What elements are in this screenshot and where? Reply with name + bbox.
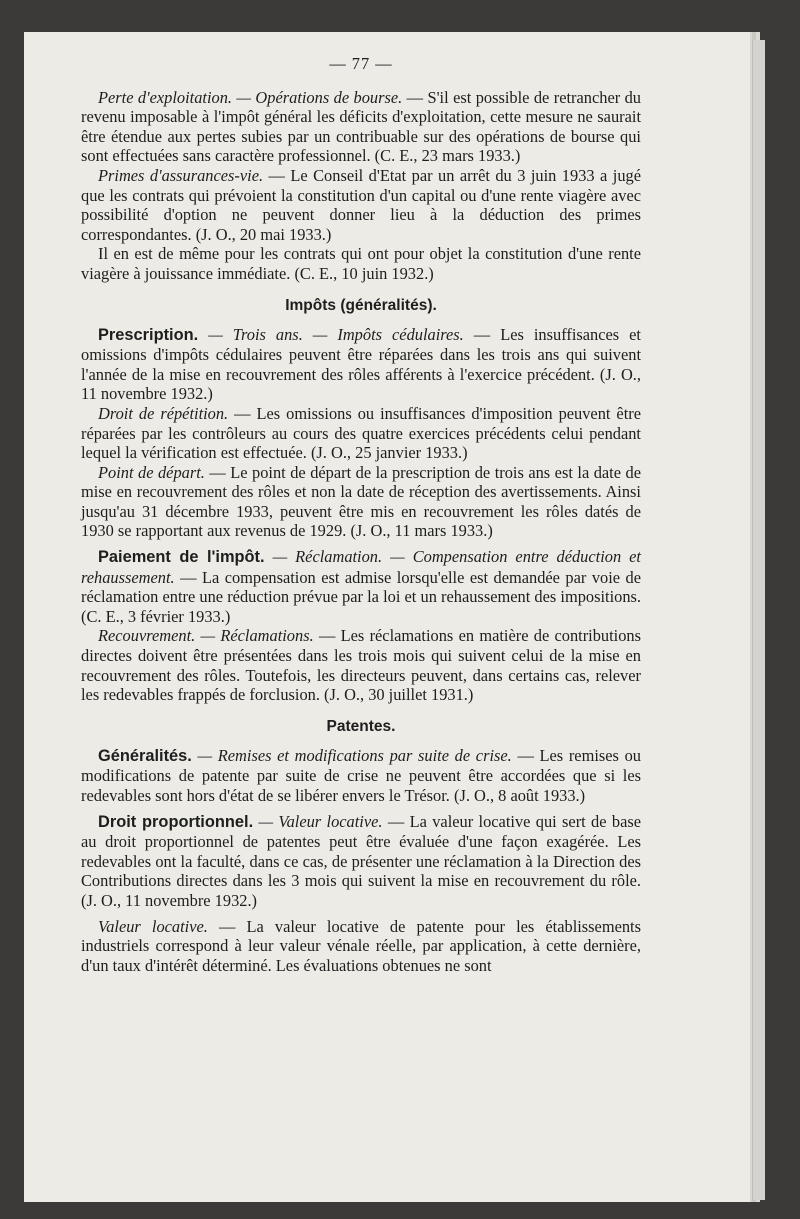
paragraph-lead: — Trois ans. — Impôts cédulaires. <box>198 324 464 344</box>
section-title-impots: Impôts (généralités). <box>285 296 437 314</box>
page-edge <box>752 40 765 1200</box>
paragraph-text: — Les réclamations en matière de contributions directes doivent être présentées dans les trois mois qui suivent celui de la mise en recouvrement des rôles. Toutefois, les directeurs peuvent, dans certains cas, relever les redevables frappés de forclusion. (J. O., 30 juillet 1931.) <box>81 626 641 705</box>
paragraph-prescription <box>81 325 641 404</box>
paragraph-text: — La valeur locative qui sert de base au droit proportionnel de patentes peut être évaluée d'une façon exagérée. Les redevables ont la faculté, dans ce cas, de présenter une réclamation à la Direction des Contributions directes dans les 3 mois qui suivent la mise en recouvrement du rôle. (J. O., 11 novembre 1932.) <box>81 811 641 910</box>
paragraph-text: — Les insuffisances et omissions d'impôts cédulaires peuvent être réparées dans les trois ans qui suivent l'année de la mise en recouvrement des rôles afférents à l'exercice précédent. (J. O., 11 novembre 1932.) <box>81 324 641 404</box>
paragraph-lead: Droit de répétition. <box>98 403 229 423</box>
paragraph-droit-repetition <box>81 404 641 463</box>
paragraph-heading: Paiement de l'impôt. <box>98 548 265 567</box>
paragraph-lead: Perte d'exploitation. — Opérations de bourse. <box>98 87 403 107</box>
paragraph-text: — La valeur locative de patente pour les établissements industriels correspond à leur valeur vénale réelle, par application, à cette dernière, d'un taux d'intérêt déterminé. Les évaluations obtenues ne sont <box>81 916 641 975</box>
paragraph-lead: Point de départ. <box>98 462 205 482</box>
paragraph-valeur-locative <box>81 917 641 976</box>
page-content <box>81 54 641 975</box>
paragraph-heading: Prescription. <box>98 325 199 344</box>
paragraph-recouvrement <box>81 626 641 704</box>
section-title-patentes: Patentes. <box>326 717 396 735</box>
paragraph-droit-proportionnel <box>81 812 641 911</box>
paragraph-lead: — Réclamation. — Compensation entre déduction et rehaussement. <box>81 547 641 587</box>
paragraph-generalites <box>81 746 641 806</box>
paragraph-paiement-impot <box>81 547 641 626</box>
paragraph-lead: Primes d'assurances-vie. <box>98 165 264 185</box>
paragraph-text: Il en est de même pour les contrats qui ont pour objet la constitution d'une rente viagère à jouissance immédiate. (C. E., 10 juin 1932.) <box>81 244 641 283</box>
paragraph-lead: — Remises et modifications par suite de crise. <box>191 745 512 765</box>
paragraph-text: — La compensation est admise lorsqu'elle est demandée par voie de réclamation entre une réduction prévue par la loi et un rehaussement des impositions. (C. E., 3 février 1933.) <box>81 567 641 626</box>
paragraph-text: — Les remises ou modifications de patente par suite de crise ne peuvent être accordées que si les redevables sont hors d'état de se libérer envers le Trésor. (J. O., 8 août 1933.) <box>81 745 641 805</box>
paragraph-text: — Les omissions ou insuffisances d'imposition peuvent être réparées par les contrôleurs au cours des quatre exercices précédents celui pendant lequel la vérification est effectuée. (J. O., 25 janvier 1933.) <box>81 403 641 463</box>
paragraph-point-depart <box>81 463 641 541</box>
paragraph-lead: Valeur locative. <box>98 916 208 936</box>
paragraph-heading: Généralités. <box>98 746 192 765</box>
paragraph-perte-exploitation <box>81 88 641 166</box>
paragraph-text: — Le Conseil d'Etat par un arrêt du 3 juin 1933 a jugé que les contrats qui prévoient la constitution d'un capital ou d'une rente viagère avec possibilité d'option ne peuvent donner lieu à la déduction des primes correspondantes. (J. O., 20 mai 1933.) <box>81 165 641 244</box>
paragraph-primes-assurances <box>81 166 641 244</box>
paragraph-text: — S'il est possible de retrancher du revenu imposable à l'impôt général les déficits d'exploitation, cette mesure ne saurait être étendue aux pertes subies par un contribuable sur des opérations de bourse qui sont effectuées sans caractère professionnel. (C. E., 23 mars 1933.) <box>81 87 641 166</box>
paragraph-lead: Recouvrement. — Réclamations. <box>98 626 314 646</box>
page-number: — 77 — <box>329 54 393 73</box>
paragraph-rente-viagere <box>81 244 641 283</box>
paragraph-heading: Droit proportionnel. <box>98 812 254 831</box>
paragraph-text: — Le point de départ de la prescription de trois ans est la date de mise en recouvrement des rôles et non la date de réception des avertissements. Ainsi jusqu'au 31 décembre 1933, peuvent être mis en recouvrement les rôles datés de 1930 se rapportant aux revenus de 1929. (J. O., 11 mars 1933.) <box>81 462 641 541</box>
paragraph-lead: — Valeur locative. <box>253 811 383 831</box>
